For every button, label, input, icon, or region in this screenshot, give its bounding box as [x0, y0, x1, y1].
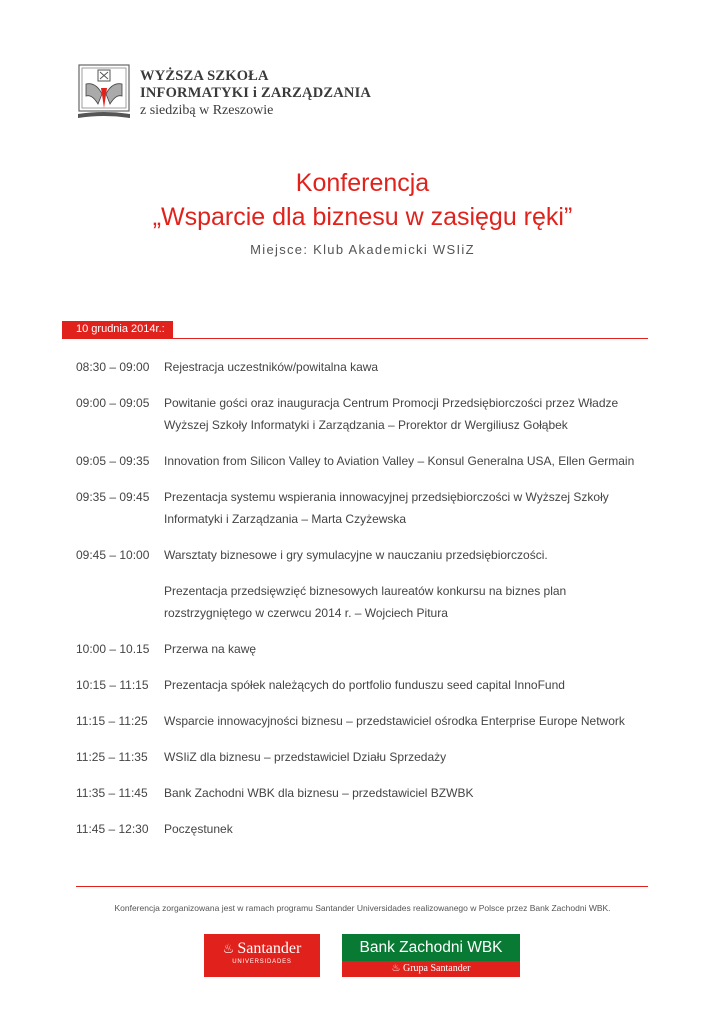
- agenda-description: Poczęstunek: [164, 822, 233, 836]
- agenda-time: 10:15 – 11:15: [76, 678, 149, 692]
- agenda-row: [76, 638, 656, 660]
- agenda-description: Warsztaty biznesowe i gry symulacyjne w nauczaniu przedsiębiorczości.: [164, 548, 548, 562]
- santander-universidades-logo: [204, 934, 320, 977]
- bzwbk-group: Grupa Santander: [402, 963, 471, 974]
- school-logo: [78, 64, 371, 120]
- conference-title: Konferencja: [295, 169, 430, 197]
- agenda-time: 09:05 – 09:35: [76, 454, 150, 468]
- agenda-list: [76, 356, 656, 854]
- logo-school-name-line2: INFORMATYKI i ZARZĄDZANIA: [140, 85, 372, 101]
- footer-note: Konferencja zorganizowana jest w ramach programu Santander Universidades realizowanego w Polsce przez Bank Zachodni WBK.: [114, 903, 611, 913]
- agenda-row: [76, 818, 656, 840]
- agenda-row: [76, 450, 656, 472]
- agenda-row: [76, 486, 656, 530]
- conference-venue: Miejsce: Klub Akademicki WSIiZ: [250, 242, 475, 257]
- agenda-description: Przerwa na kawę: [164, 642, 257, 656]
- footer-divider: [76, 886, 648, 887]
- agenda-time: 08:30 – 09:00: [76, 360, 150, 374]
- agenda-time: 09:45 – 10:00: [76, 548, 150, 562]
- bzwbk-logo: [342, 934, 520, 977]
- date-header: [62, 321, 648, 339]
- conference-title-block: [0, 166, 725, 257]
- agenda-description: WSIiZ dla biznesu – przedstawiciel Działu Sprzedaży: [164, 750, 447, 764]
- agenda-description: Bank Zachodni WBK dla biznesu – przedstawiciel BZWBK: [164, 786, 474, 800]
- agenda-row: [76, 544, 656, 566]
- agenda-row: [76, 674, 656, 696]
- flame-icon: ♨: [222, 941, 235, 956]
- agenda-time: 11:25 – 11:35: [76, 750, 148, 764]
- agenda-row: [76, 710, 656, 732]
- santander-name: Santander: [237, 940, 302, 957]
- conference-subtitle: „Wsparcie dla biznesu w zasięgu ręki”: [152, 203, 573, 231]
- school-crest-icon: [78, 64, 130, 120]
- date-tag: 10 grudnia 2014r.:: [62, 321, 173, 338]
- agenda-time: 10:00 – 10.15: [76, 642, 150, 656]
- flame-icon: ♨: [391, 963, 403, 974]
- agenda-description: Powitanie gości oraz inauguracja Centrum Promocji Przedsiębiorczości przez Władze Wyższej Szkoły Informatyki i Zarządzania – Prorektor dr Wergiliusz Gołąbek: [164, 396, 619, 432]
- santander-subtitle: UNIVERSIDADES: [232, 959, 292, 965]
- agenda-row: [76, 746, 656, 768]
- logo-school-location: z siedzibą w Rzeszowie: [140, 103, 274, 118]
- agenda-row: [76, 782, 656, 804]
- agenda-description: Rejestracja uczestników/powitalna kawa: [164, 360, 379, 374]
- logo-school-name-line1: WYŻSZA SZKOŁA: [140, 68, 269, 84]
- agenda-time: 11:15 – 11:25: [76, 714, 148, 728]
- agenda-time: 09:35 – 09:45: [76, 490, 150, 504]
- agenda-description: Wsparcie innowacyjności biznesu – przedstawiciel ośrodka Enterprise Europe Network: [164, 714, 625, 728]
- bzwbk-name: Bank Zachodni WBK: [342, 934, 520, 961]
- agenda-description: Prezentacja przedsięwzięć biznesowych laureatów konkursu na biznes plan rozstrzygniętego w czerwcu 2014 r. – Wojciech Pitura: [164, 584, 567, 620]
- agenda-row: [76, 580, 656, 624]
- agenda-description: Prezentacja systemu wspierania innowacyjnej przedsiębiorczości w Wyższej Szkoły Informatyki i Zarządzania – Marta Czyżewska: [164, 490, 609, 526]
- agenda-time: 09:00 – 09:05: [76, 396, 150, 410]
- agenda-time: [76, 580, 164, 624]
- agenda-time: 11:35 – 11:45: [76, 786, 148, 800]
- agenda-row: [76, 356, 656, 378]
- agenda-description: Prezentacja spółek należących do portfolio funduszu seed capital InnoFund: [164, 678, 565, 692]
- agenda-row: [76, 392, 656, 436]
- agenda-time: 11:45 – 12:30: [76, 822, 149, 836]
- agenda-description: Innovation from Silicon Valley to Aviation Valley – Konsul Generalna USA, Ellen Germain: [164, 454, 635, 468]
